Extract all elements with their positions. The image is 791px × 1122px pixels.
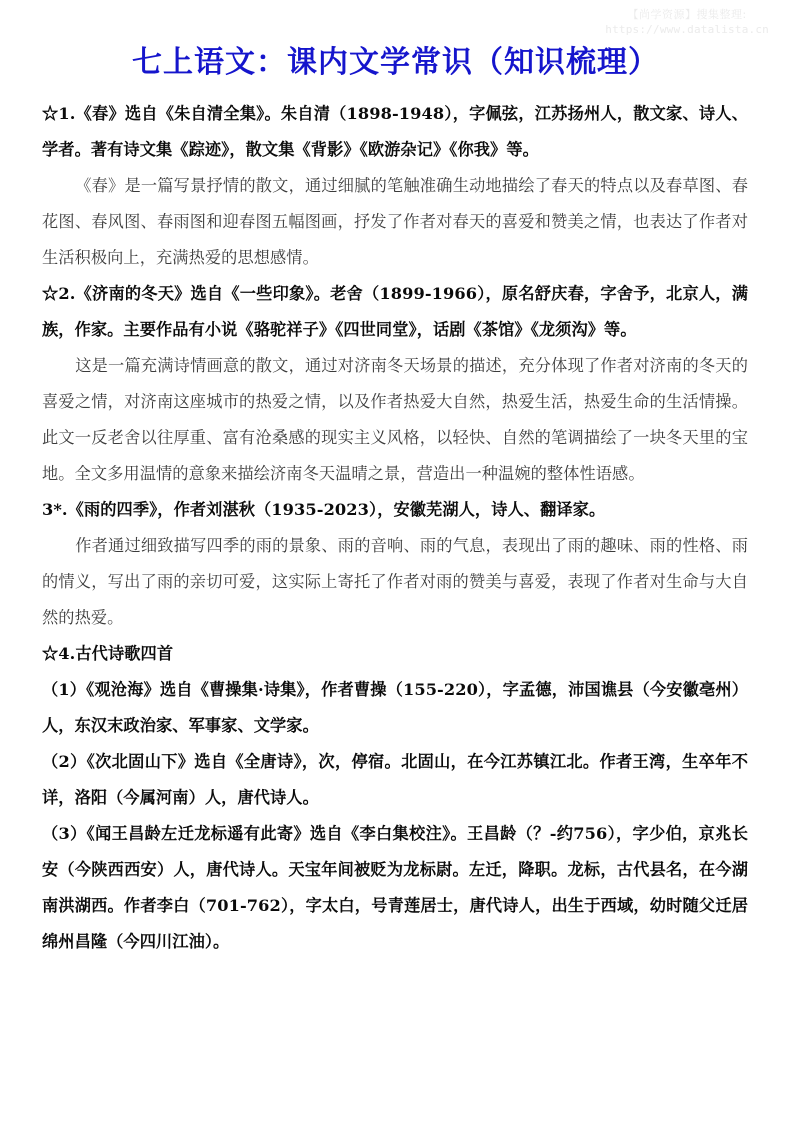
- entry-2-heading: ☆2.《济南的冬天》选自《一些印象》。老舍（1899-1966），原名舒庆春，字舍予，北京人，满族，作家。主要作品有小说《骆驼祥子》《四世同堂》，话剧《茶馆》《龙须沟》等。: [42, 283, 748, 339]
- page-title: 七上语文：课内文学常识（知识梳理）: [132, 45, 659, 80]
- entry-3-note: 作者通过细致描写四季的雨的景象、雨的音响、雨的气息，表现出了雨的趣味、雨的性格、雨的情义，写出了雨的亲切可爱，这实际上寄托了作者对雨的赞美与喜爱，表现了作者对生命与大自然的热爱。: [42, 535, 748, 627]
- entry-1-note: 《春》是一篇写景抒情的散文，通过细腻的笔触准确生动地描绘了春天的特点以及春草图、春花图、春风图、春雨图和迎春图五幅图画，抒发了作者对春天的喜爱和赞美之情，也表达了作者对生活积极向上，充满热爱的思想感情。: [42, 175, 748, 267]
- watermark-source-text: 【尚学资源】搜集整理:: [627, 8, 747, 21]
- entry-1-heading: ☆1.《春》选自《朱自清全集》。朱自清（1898-1948），字佩弦，江苏扬州人，散文家、诗人、学者。著有诗文集《踪迹》，散文集《背影》《欧游杂记》《你我》等。: [42, 103, 748, 159]
- entry-4-poem-1: （1）《观沧海》选自《曹操集·诗集》，作者曹操（155-220），字孟德，沛国谯县（今安徽亳州）人，东汉末政治家、军事家、文学家。: [42, 679, 748, 735]
- entry-2-note: 这是一篇充满诗情画意的散文，通过对济南冬天场景的描述，充分体现了作者对济南的冬天的喜爱之情，对济南这座城市的热爱之情，以及作者热爱大自然，热爱生活，热爱生命的生活情操。此文一反老舍以往厚重、富有沧桑感的现实主义风格，以轻快、自然的笔调描绘了一块冬天里的宝地。全文多用温情的意象来描绘济南冬天温晴之景，营造出一种温婉的整体性语感。: [42, 355, 748, 483]
- document-body: [0, 82, 791, 960]
- entry-3-heading: 3*.《雨的四季》，作者刘湛秋（1935-2023），安徽芜湖人，诗人、翻译家。: [42, 499, 606, 519]
- entry-4-heading: ☆4.古代诗歌四首: [42, 643, 174, 663]
- entry-4-poem-3: （3）《闻王昌龄左迁龙标遥有此寄》选自《李白集校注》。王昌龄（？-约756），字少伯，京兆长安（今陕西西安）人，唐代诗人。天宝年间被贬为龙标尉。左迁，降职。龙标，古代县名，在今湖南洪湖西。作者李白（701-762），字太白，号青莲居士，唐代诗人，出生于西域，幼时随父迁居绵州昌隆（今四川江油）。: [42, 823, 748, 951]
- entry-4-poem-2: （2）《次北固山下》选自《全唐诗》，次，停宿。北固山，在今江苏镇江北。作者王湾，生卒年不详，洛阳（今属河南）人，唐代诗人。: [42, 751, 748, 807]
- watermark-url: https://www.datalista.cn: [605, 22, 769, 36]
